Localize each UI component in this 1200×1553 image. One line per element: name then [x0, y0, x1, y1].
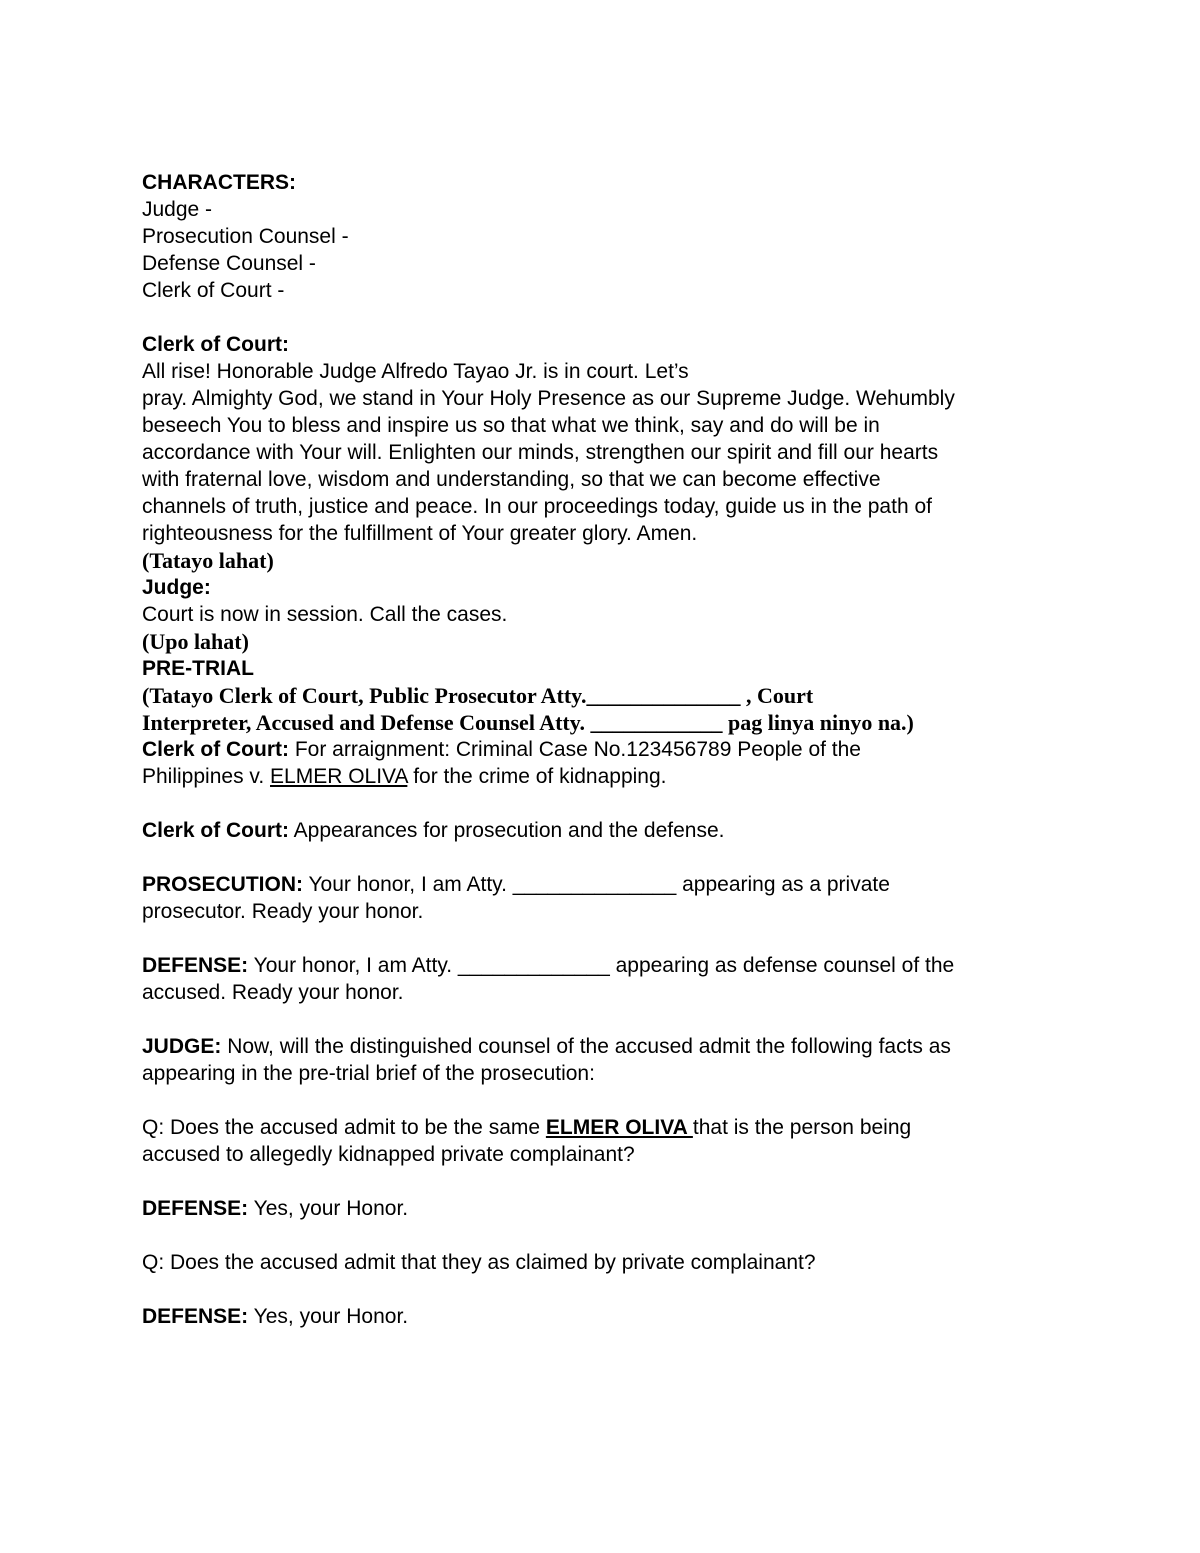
question-line — [142, 1114, 1072, 1141]
appearances-line — [142, 817, 1072, 844]
dialogue-text: Yes, your Honor. — [248, 1305, 409, 1328]
stage-direction-stand: (Tatayo lahat) — [142, 548, 274, 573]
judge-facts-line — [142, 1033, 1072, 1060]
arraignment-line — [142, 736, 1072, 763]
accused-name: ELMER OLIVA — [270, 765, 408, 788]
clerk-prayer-line: All rise! Honorable Judge Alfredo Tayao Jr. is in court. Let’s — [142, 360, 689, 383]
clerk-prayer-line: beseech You to bless and inspire us so that what we think, say and do will be in — [142, 414, 880, 437]
dialogue-text: Now, will the distinguished counsel of the accused admit the following facts as — [221, 1035, 951, 1058]
speaker-label: JUDGE: — [142, 1035, 222, 1058]
clerk-speaker-label: Clerk of Court: — [142, 333, 289, 356]
spacer — [142, 1168, 1072, 1195]
judge-speaker-label: Judge: — [142, 576, 211, 599]
pretrial-stage-line: (Tatayo Clerk of Court, Public Prosecutor Atty.______________ , Court — [142, 683, 814, 708]
defense-appearance-line: accused. Ready your honor. — [142, 981, 404, 1004]
speaker-label: DEFENSE: — [142, 954, 249, 977]
speaker-label: Clerk of Court: — [142, 738, 289, 761]
dialogue-text: Your honor, I am Atty. ______________ appearing as a private — [303, 873, 890, 896]
dialogue-text: Your honor, I am Atty. _____________ appearing as defense counsel of the — [248, 954, 955, 977]
prosecution-line — [142, 871, 1072, 898]
defense-appearance-line — [142, 952, 1072, 979]
spacer — [142, 790, 1072, 817]
speaker-label: PROSECUTION: — [142, 873, 304, 896]
spacer — [142, 925, 1072, 952]
spacer — [142, 1006, 1072, 1033]
characters-heading: CHARACTERS: — [142, 171, 296, 194]
dialogue-text: Appearances for prosecution and the defense. — [289, 819, 725, 842]
stage-direction-sit: (Upo lahat) — [142, 629, 249, 654]
question-line: accused to allegedly kidnapped private complainant? — [142, 1143, 635, 1166]
dialogue-text: Q: Does the accused admit to be the same — [142, 1116, 546, 1139]
spacer — [142, 1087, 1072, 1114]
script-body — [142, 169, 1072, 1330]
spacer — [142, 844, 1072, 871]
clerk-prayer-line: righteousness for the fulfillment of Your greater glory. Amen. — [142, 522, 698, 545]
clerk-prayer-line: channels of truth, justice and peace. In our proceedings today, guide us in the path of — [142, 495, 932, 518]
character-prosecution-counsel: Prosecution Counsel - — [142, 225, 349, 248]
spacer — [142, 304, 1072, 331]
pretrial-heading: PRE-TRIAL — [142, 657, 254, 680]
judge-facts-line: appearing in the pre-trial brief of the prosecution: — [142, 1062, 595, 1085]
speaker-label: Clerk of Court: — [142, 819, 289, 842]
clerk-prayer-line: pray. Almighty God, we stand in Your Holy Presence as our Supreme Judge. Wehumbly — [142, 387, 955, 410]
answer-line — [142, 1303, 1072, 1330]
character-clerk-of-court: Clerk of Court - — [142, 279, 285, 302]
answer-line — [142, 1195, 1072, 1222]
prosecution-line: prosecutor. Ready your honor. — [142, 900, 424, 923]
dialogue-text: Yes, your Honor. — [248, 1197, 409, 1220]
judge-opening-line: Court is now in session. Call the cases. — [142, 603, 508, 626]
dialogue-text: Philippines v. — [142, 765, 271, 788]
accused-name: ELMER OLIVA — [545, 1116, 693, 1139]
character-judge: Judge - — [142, 198, 213, 221]
clerk-prayer-line: accordance with Your will. Enlighten our minds, strengthen our spirit and fill our hearts — [142, 441, 939, 464]
pretrial-stage-line: Interpreter, Accused and Defense Counsel Atty. ____________ pag linya ninyo na.) — [142, 710, 914, 735]
clerk-prayer-line: with fraternal love, wisdom and understanding, so that we can become effective — [142, 468, 881, 491]
spacer — [142, 1276, 1072, 1303]
dialogue-text: for the crime of kidnapping. — [407, 765, 667, 788]
spacer — [142, 1222, 1072, 1249]
speaker-label: DEFENSE: — [142, 1197, 249, 1220]
character-defense-counsel: Defense Counsel - — [142, 252, 316, 275]
speaker-label: DEFENSE: — [142, 1305, 249, 1328]
dialogue-text: that is the person being — [692, 1116, 912, 1139]
arraignment-line — [142, 763, 1072, 790]
dialogue-text: For arraignment: Criminal Case No.123456789 People of the — [289, 738, 861, 761]
question-line: Q: Does the accused admit that they as claimed by private complainant? — [142, 1251, 816, 1274]
